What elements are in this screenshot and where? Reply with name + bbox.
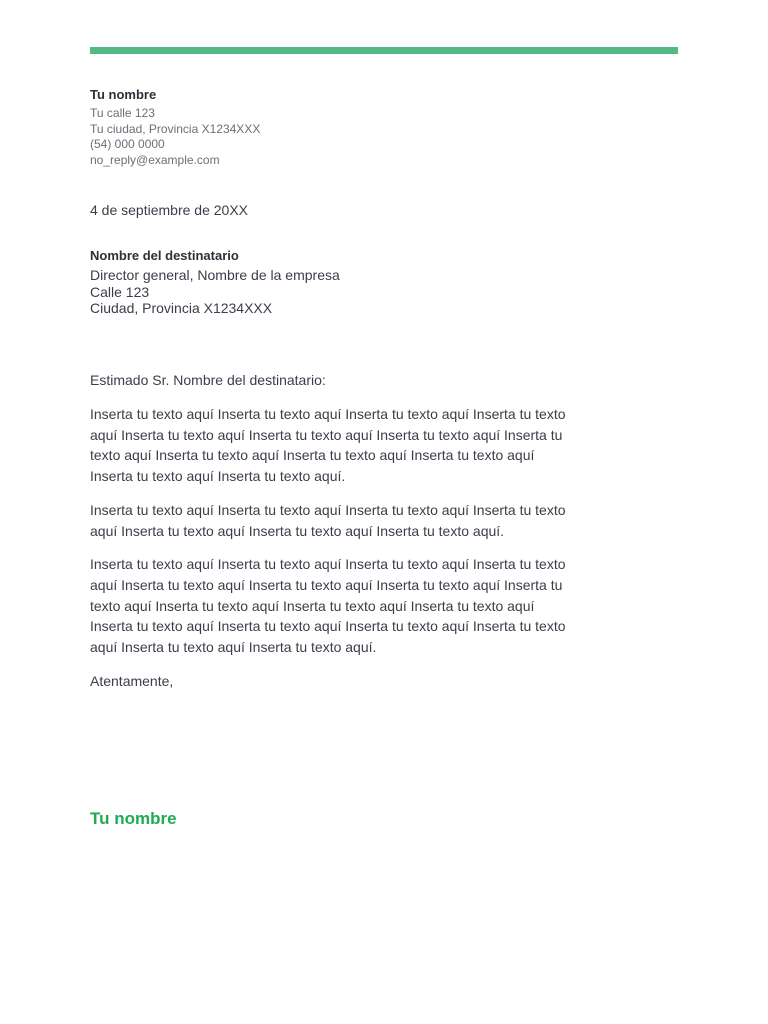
body-paragraph-3: Inserta tu texto aquí Inserta tu texto aquí Inserta tu texto aquí Inserta tu texto aquí Inserta tu texto aquí Inserta tu texto aquí Inserta tu texto aquí Inserta tu texto aquí Inserta tu texto aquí Inserta tu texto aquí Inserta tu texto aquí Inserta tu texto aquí Inserta tu texto aquí Inserta tu texto aquí Inserta tu texto aquí Inserta tu texto aquí Inserta tu texto aquí. — [90, 556, 566, 656]
salutation: Estimado Sr. Nombre del destinatario: — [90, 372, 326, 388]
recipient-name: Nombre del destinatario — [90, 248, 239, 263]
letter-body — [90, 404, 572, 671]
accent-bar — [90, 47, 678, 54]
letter-date: 4 de septiembre de 20XX — [90, 202, 248, 218]
recipient-city: Ciudad, Provincia X1234XXX — [90, 300, 273, 316]
sender-block — [90, 86, 590, 168]
body-paragraph-2: Inserta tu texto aquí Inserta tu texto aquí Inserta tu texto aquí Inserta tu texto aquí Inserta tu texto aquí Inserta tu texto aquí Inserta tu texto aquí. — [90, 501, 566, 539]
sender-phone: (54) 000 0000 — [90, 137, 165, 151]
sender-name: Tu nombre — [90, 87, 157, 102]
sender-city: Tu ciudad, Provincia X1234XXX — [90, 121, 261, 136]
signature-name: Tu nombre — [90, 809, 177, 828]
recipient-title: Director general, Nombre de la empresa — [90, 267, 340, 283]
closing: Atentamente, — [90, 673, 174, 689]
body-paragraph-1: Inserta tu texto aquí Inserta tu texto aquí Inserta tu texto aquí Inserta tu texto aquí Inserta tu texto aquí Inserta tu texto aquí Inserta tu texto aquí Inserta tu texto aquí Inserta tu texto aquí Inserta tu texto aquí Inserta tu texto aquí Inserta tu texto aquí Inserta tu texto aquí. — [90, 406, 566, 485]
recipient-street: Calle 123 — [90, 283, 150, 300]
recipient-block — [90, 247, 590, 317]
sender-street: Tu calle 123 — [90, 106, 155, 120]
sender-email: no_reply@example.com — [90, 152, 220, 167]
